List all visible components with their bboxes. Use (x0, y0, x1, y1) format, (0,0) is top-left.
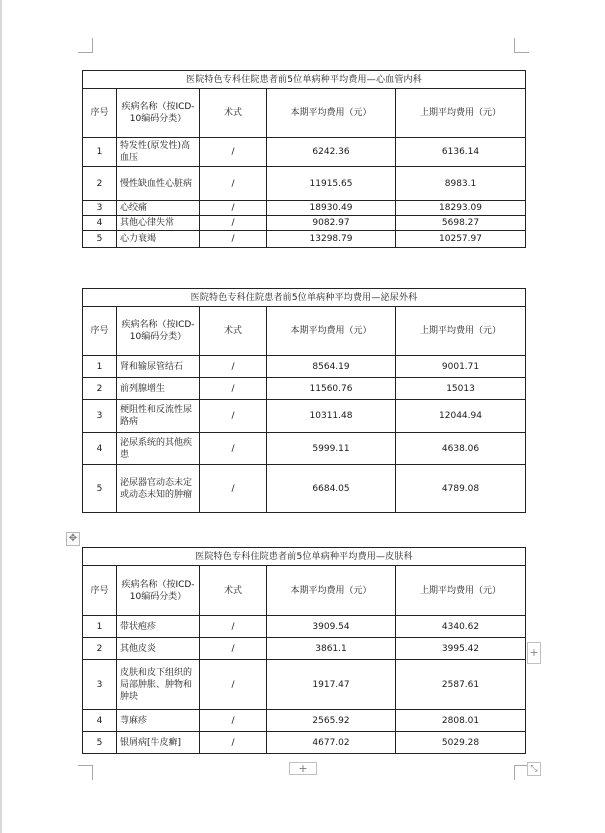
row-no: 5 (83, 732, 117, 754)
header-current-cost: 本期平均费用（元） (267, 89, 396, 138)
header-no: 序号 (83, 566, 117, 616)
crop-mark-top-left (78, 38, 93, 53)
row-current-cost: 8564.19 (267, 356, 396, 378)
row-no: 5 (83, 465, 117, 513)
row-previous-cost: 3995.42 (396, 638, 526, 660)
cost-table-urology (82, 288, 526, 513)
cost-table-cardiology (82, 70, 526, 248)
header-disease: 疾病名称（按ICD-10编码分类） (117, 307, 200, 356)
row-no: 4 (83, 433, 117, 465)
row-previous-cost: 9001.71 (396, 356, 526, 378)
row-no: 3 (83, 660, 117, 710)
table-row (83, 433, 526, 465)
row-surgery: / (200, 400, 267, 433)
row-disease: 肾和输尿管结石 (117, 356, 200, 378)
row-disease: 泌尿器官动态未定或动态未知的肿瘤 (117, 465, 200, 513)
row-surgery: / (200, 465, 267, 513)
row-current-cost: 3909.54 (267, 616, 396, 638)
row-no: 3 (83, 201, 117, 216)
table-row (83, 356, 526, 378)
header-surgery: 术式 (200, 566, 267, 616)
row-previous-cost: 4340.62 (396, 616, 526, 638)
row-current-cost: 3861.1 (267, 638, 396, 660)
header-disease: 疾病名称（按ICD-10编码分类） (117, 566, 200, 616)
row-current-cost: 6684.05 (267, 465, 396, 513)
row-disease: 荨麻疹 (117, 710, 200, 732)
row-surgery: / (200, 660, 267, 710)
row-previous-cost: 4638.06 (396, 433, 526, 465)
row-disease: 特发性(原发性)高血压 (117, 138, 200, 167)
row-previous-cost: 6136.14 (396, 138, 526, 167)
table-row (83, 231, 526, 248)
row-previous-cost: 15013 (396, 378, 526, 400)
header-no: 序号 (83, 307, 117, 356)
row-previous-cost: 8983.1 (396, 167, 526, 201)
row-current-cost: 5999.11 (267, 433, 396, 465)
row-disease: 前列腺增生 (117, 378, 200, 400)
header-current-cost: 本期平均费用（元） (267, 307, 396, 356)
row-current-cost: 11560.76 (267, 378, 396, 400)
row-disease: 心绞痛 (117, 201, 200, 216)
row-disease: 其他心律失常 (117, 216, 200, 231)
row-no: 3 (83, 400, 117, 433)
header-previous-cost: 上期平均费用（元） (396, 89, 526, 138)
row-surgery: / (200, 732, 267, 754)
table-title: 医院特色专科住院患者前5位单病种平均费用—心血管内科 (83, 71, 526, 89)
header-current-cost: 本期平均费用（元） (267, 566, 396, 616)
row-disease: 梗阻性和反流性尿路病 (117, 400, 200, 433)
row-no: 1 (83, 138, 117, 167)
table-move-handle-icon[interactable]: ✥ (66, 532, 80, 546)
row-surgery: / (200, 216, 267, 231)
table-row (83, 616, 526, 638)
row-disease: 皮肤和皮下组织的局部肿胀、肿物和肿块 (117, 660, 200, 710)
row-current-cost: 6242.36 (267, 138, 396, 167)
row-no: 2 (83, 638, 117, 660)
row-previous-cost: 5029.28 (396, 732, 526, 754)
cost-table-dermatology (82, 547, 526, 754)
table-row (83, 216, 526, 231)
table-resize-handle-icon[interactable]: ⤡ (527, 762, 541, 776)
header-no: 序号 (83, 89, 117, 138)
row-current-cost: 18930.49 (267, 201, 396, 216)
row-no: 2 (83, 167, 117, 201)
row-current-cost: 4677.02 (267, 732, 396, 754)
table-row (83, 465, 526, 513)
header-previous-cost: 上期平均费用（元） (396, 307, 526, 356)
row-surgery: / (200, 201, 267, 216)
row-no: 4 (83, 710, 117, 732)
row-previous-cost: 2587.61 (396, 660, 526, 710)
row-current-cost: 11915.65 (267, 167, 396, 201)
row-surgery: / (200, 356, 267, 378)
header-surgery: 术式 (200, 89, 267, 138)
row-previous-cost: 2808.01 (396, 710, 526, 732)
row-surgery: / (200, 167, 267, 201)
row-no: 5 (83, 231, 117, 248)
row-previous-cost: 10257.97 (396, 231, 526, 248)
table-row (83, 378, 526, 400)
row-surgery: / (200, 378, 267, 400)
row-surgery: / (200, 638, 267, 660)
row-current-cost: 1917.47 (267, 660, 396, 710)
row-disease: 带状疱疹 (117, 616, 200, 638)
table-title: 医院特色专科住院患者前5位单病种平均费用—泌尿外科 (83, 289, 526, 307)
row-disease: 泌尿系统的其他疾患 (117, 433, 200, 465)
table-row (83, 167, 526, 201)
row-surgery: / (200, 710, 267, 732)
table-row (83, 400, 526, 433)
table-row (83, 638, 526, 660)
row-current-cost: 9082.97 (267, 216, 396, 231)
row-disease: 慢性缺血性心脏病 (117, 167, 200, 201)
row-surgery: / (200, 433, 267, 465)
row-surgery: / (200, 616, 267, 638)
add-column-button[interactable]: + (527, 642, 541, 664)
header-disease: 疾病名称（按ICD-10编码分类） (117, 89, 200, 138)
row-disease: 其他皮炎 (117, 638, 200, 660)
add-row-button[interactable]: + (289, 762, 317, 775)
row-current-cost: 2565.92 (267, 710, 396, 732)
row-disease: 心力衰竭 (117, 231, 200, 248)
table-title: 医院特色专科住院患者前5位单病种平均费用—皮肤科 (83, 548, 526, 566)
row-current-cost: 10311.48 (267, 400, 396, 433)
table-row (83, 660, 526, 710)
row-previous-cost: 18293.09 (396, 201, 526, 216)
crop-mark-bottom-left (78, 765, 93, 780)
table-row (83, 201, 526, 216)
row-previous-cost: 12044.94 (396, 400, 526, 433)
row-surgery: / (200, 138, 267, 167)
row-surgery: / (200, 231, 267, 248)
row-no: 1 (83, 616, 117, 638)
row-no: 1 (83, 356, 117, 378)
crop-mark-top-right (514, 38, 529, 53)
table-row (83, 732, 526, 754)
header-previous-cost: 上期平均费用（元） (396, 566, 526, 616)
row-current-cost: 13298.79 (267, 231, 396, 248)
header-surgery: 术式 (200, 307, 267, 356)
table-row (83, 710, 526, 732)
page-edge (0, 0, 2, 833)
row-previous-cost: 4789.08 (396, 465, 526, 513)
row-no: 4 (83, 216, 117, 231)
row-previous-cost: 5698.27 (396, 216, 526, 231)
table-row (83, 138, 526, 167)
row-disease: 银屑病[牛皮癣] (117, 732, 200, 754)
row-no: 2 (83, 378, 117, 400)
